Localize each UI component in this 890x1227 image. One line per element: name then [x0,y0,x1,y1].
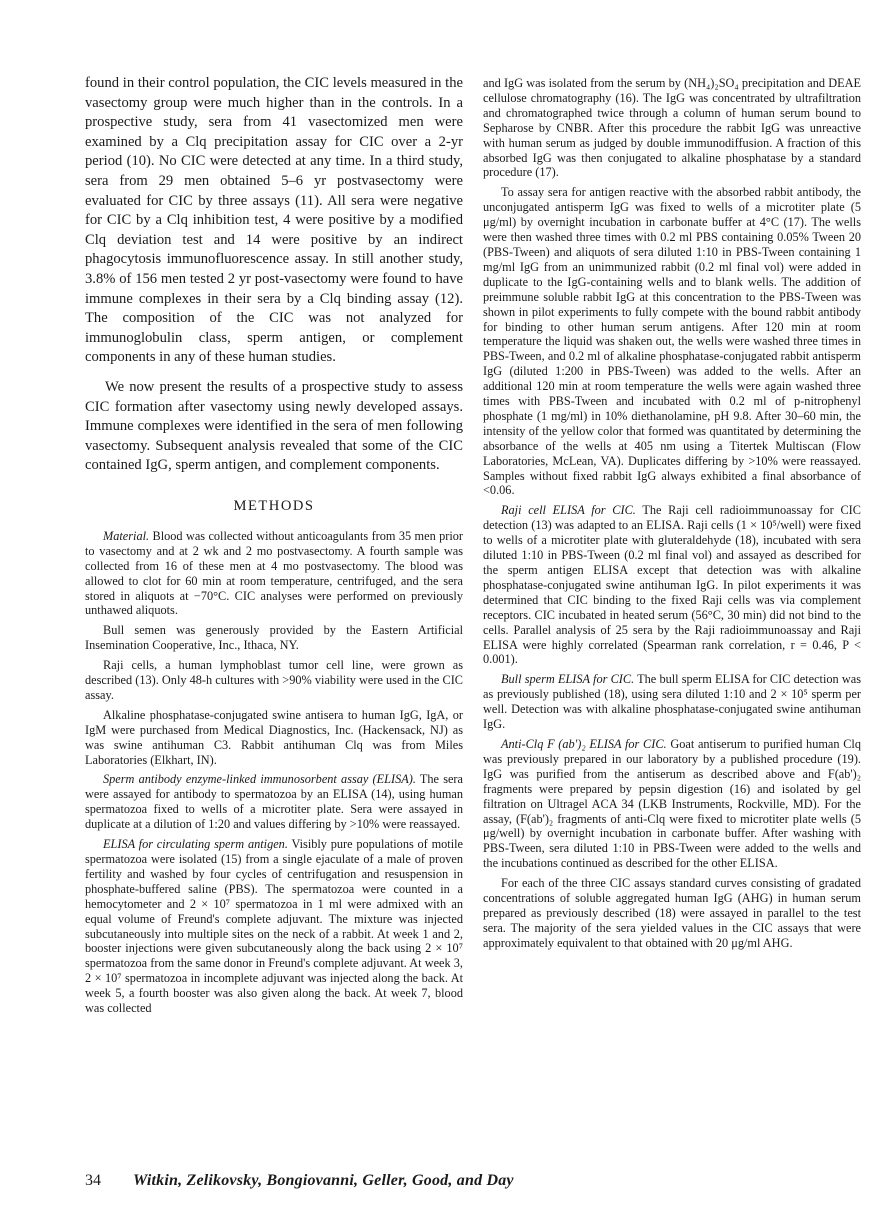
methods-heading: METHODS [233,497,315,514]
runin-heading: Material. [103,528,150,543]
paragraph-text: Bull semen was generously provided by the Eastern Artificial Insemination Cooperative, Inc., Ithaca, NY. [85,623,463,653]
paragraph-text: and IgG was isolated from the serum by (NH₄)₂SO₄ precipitation and DEAE cellulose chromatography (16). The IgG was concentrated by ultrafiltration and chromatographed twice through a column of human serum bound to Sepharose by CNBR. After this procedure the rabbit IgG was unreactive with human serum as judged by double immunodiffusion. A fraction of this absorbed IgG was then conjugated to alkaline phosphatase by a standard procedure (17). [483,76,861,180]
paragraph-text: The bull sperm ELISA for CIC detection was as previously published (18), using sera diluted 1:10 and 2 × 10⁵ sperm per well. Detection was with alkaline phosphatase-conjugated swine antihuman IgG. [483,672,862,732]
runin-heading: Sperm antibody enzyme-linked immunosorbent assay (ELISA). [103,772,416,787]
runin-heading: ELISA for circulating sperm antigen. [103,837,288,852]
paragraph-text: The sera were assayed for antibody to spermatozoa by an ELISA (14), using human spermatozoa fixed to wells of a microtiter plate. Sera were assayed in duplicate at a dilution of 1:20 and values differing by >10% were reassayed. [85,772,463,832]
paragraph-text: Alkaline phosphatase-conjugated swine antisera to human IgG, IgA, or IgM were purchased from Medical Diagnostics, Inc. (Hackensack, NJ) as was swine antihuman C3. Rabbit antihuman Clq was from Miles Laboratories (Elkhart, IN). [85,707,463,767]
paragraph-text: For each of the three CIC assays standard curves consisting of gradated concentrations of soluble aggregated human IgG (AHG) in human serum prepared as previously described (18) were assayed in parallel to the test sera. The majority of the sera yielded values in the CIC assays that were approximately equivalent to that obtained with 20 μg/ml AHG. [483,876,861,950]
intro-paragraph: found in their control population, the CIC levels measured in the vasectomy group were much higher than in the controls. In a prospective study, sera from 41 vasectomized men were examined by a Clq precipitation assay for CIC over a 2-yr period (10). No CIC were detected at any time. In a third study, sera from 29 men obtained 5–6 yr postvasectomy were evaluated for CIC by three assays (11). All sera were negative for CIC by a Clq inhibition test, 4 were positive by a modified Clq deviation test and 14 were positive by an indirect phagocytosis immunofluorescence assay. In still another study, 3.8% of 156 men tested 2 yr post-vasectomy were found to have immune complexes in their sera by a Clq binding assay (12). The composition of the CIC was not analyzed for immunoglobulin class, sperm antigen, or complement components in any of these human studies. [85,75,463,366]
methods-paragraph [483,672,861,732]
right-column [483,76,861,956]
methods-paragraph [483,185,861,498]
page-number: 34 [85,1172,101,1189]
paragraph-text: Blood was collected without anticoagulants from 35 men prior to vasectomy and at 2 wk and 2 mo postvasectomy. A fourth sample was collected from 16 of these men at 4 mo postvasectomy. The blood was allowed to clot for 60 min at room temperature, centrifuged, and the sera stored in aliquots at −70°C. CIC analyses were performed on previously unthawed aliquots. [85,528,463,618]
paragraph-text: Raji cells, a human lymphoblast tumor cell line, were grown as described (13). Only 48-h cultures with >90% viability were used in the CIC assay. [85,658,463,702]
left-column [85,74,463,1021]
methods-paragraph [85,623,463,653]
intro-paragraph: We now present the results of a prospective study to assess CIC formation after vasectomy using newly developed assays. Immune complexes were identified in the sera of men following vasectomy. Subsequent analysis revealed that some of the CIC contained IgG, sperm antigen, and complement components. [85,378,463,474]
runin-heading: Raji cell ELISA for CIC. [501,503,636,518]
running-authors: Witkin, Zelikovsky, Bongiovanni, Geller, Good, and Day [133,1172,514,1189]
paragraph-text: To assay sera for antigen reactive with the absorbed rabbit antibody, the unconjugated antisperm IgG was fixed to wells of a microtiter plate (5 μg/ml) by overnight incubation in carbonate buffer at 4°C (17). The wells were then washed three times with 0.2 ml PBS containing 0.05% Tween 20 (PBS-Tween) and aliquots of sera diluted 1:10 in PBS-Tween containing 1 mg/ml IgG from an unimmunized rabbit (0.2 ml final vol) were added in duplicate to the IgG-containing wells and to blank wells. The addition of preimmune soluble rabbit IgG at this concentration to the PBS-Tween was shown in pilot experiments to fully compete with the bound rabbit antibody for binding to other human serum antigens. After 120 min at room temperature the liquid was shaken out, the wells were washed three times in PBS-Tween, and 0.2 ml of alkaline phosphatase-conjugated rabbit antisperm IgG (diluted 1:200 in PBS-Tween) was added to the wells. After an additional 120 min at room temperature the wells were again washed three times with PBS-Tween and incubated with 0.2 ml of p-nitrophenyl phosphate (1 mg/ml) in 10% diethanolamine, pH 9.8. After 30–60 min, the intensity of the yellow color that formed was quantitated by determining the absorbance of the wells at 405 nm using a Titertek Multiscan (Flow Laboratories, McLean, VA). Duplicates differing by >10% were reassayed. Samples without fixed rabbit IgG always exhibited a final absorbance of <0.06. [483,185,861,498]
methods-paragraph [85,772,463,832]
runin-heading: Anti-Clq F (ab')₂ ELISA for CIC. [501,736,667,751]
page-footer [85,1172,865,1190]
paragraph-text: Visibly pure populations of motile spermatozoa were isolated (15) from a single ejaculate of a male of proven fertility and washed by four cycles of centrifugation and resuspension in phosphate-buffered saline (PBS). The spermatozoa were counted in a hemocytometer and 2 × 10⁷ spermatozoa in 1 ml were admixed with an equal volume of Freund's complete adjuvant. The mixture was injected subcutaneously into multiple sites on the neck of a rabbit. At week 1 and 2, booster injections were given subcutaneously along the back using 2 × 10⁷ spermatozoa from the same donor in Freund's complete adjuvant. At week 3, 2 × 10⁷ spermatozoa in incomplete adjuvant was injected along the back. At week 5, a fourth booster was also given along the back. At week 7, blood was collected [85,837,463,1016]
methods-paragraph [483,876,861,951]
methods-paragraph [483,76,861,180]
methods-paragraph [483,503,861,667]
methods-paragraph [85,529,463,618]
methods-paragraph [483,737,861,871]
methods-paragraph [85,837,463,1016]
runin-heading: Bull sperm ELISA for CIC. [501,672,635,687]
methods-paragraph [85,708,463,768]
paragraph-text: The Raji cell radioimmunoassay for CIC detection (13) was adapted to an ELISA. Raji cells (1 × 10⁵/well) were fixed to wells of a microtiter plate with gluteraldehyde (18), incubated with sera diluted 1:10 in PBS-Tween (0.2 ml final vol) and assayed as described for the sperm antigen ELISA except that detection was with alkaline phosphatase-conjugated swine antihuman IgG. In pilot experiments it was determined that CIC binding to the fixed Raji cells was via complement receptors. CIC incubated in heated serum (56°C, 30 min) did not bind to the cells. Parallel analysis of 25 sera by the Raji radioimmunoassay and Raji ELISA were highly correlated (Spearman rank correlation, r = 0.46, P < 0.001). [483,503,861,667]
methods-paragraph [85,658,463,703]
paragraph-text: Goat antiserum to purified human Clq was previously prepared in our laboratory by a published procedure (19). IgG was purified from the antiserum as described above and F(ab')₂ fragments were prepared by pepsin digestion (16) and isolated by gel filtration on Ultragel ACA 34 (LKB Instruments, Rockville, MD). For the assay, (F(ab')₂ fragments of anti-Clq were fixed to microtiter plate wells (5 μg/well) by overnight incubation in carbonate buffer. After washing with PBS-Tween, sera diluted 1:10 in PBS-Tween were added to the wells and the incubations continued as described for the other ELISA. [483,736,862,871]
